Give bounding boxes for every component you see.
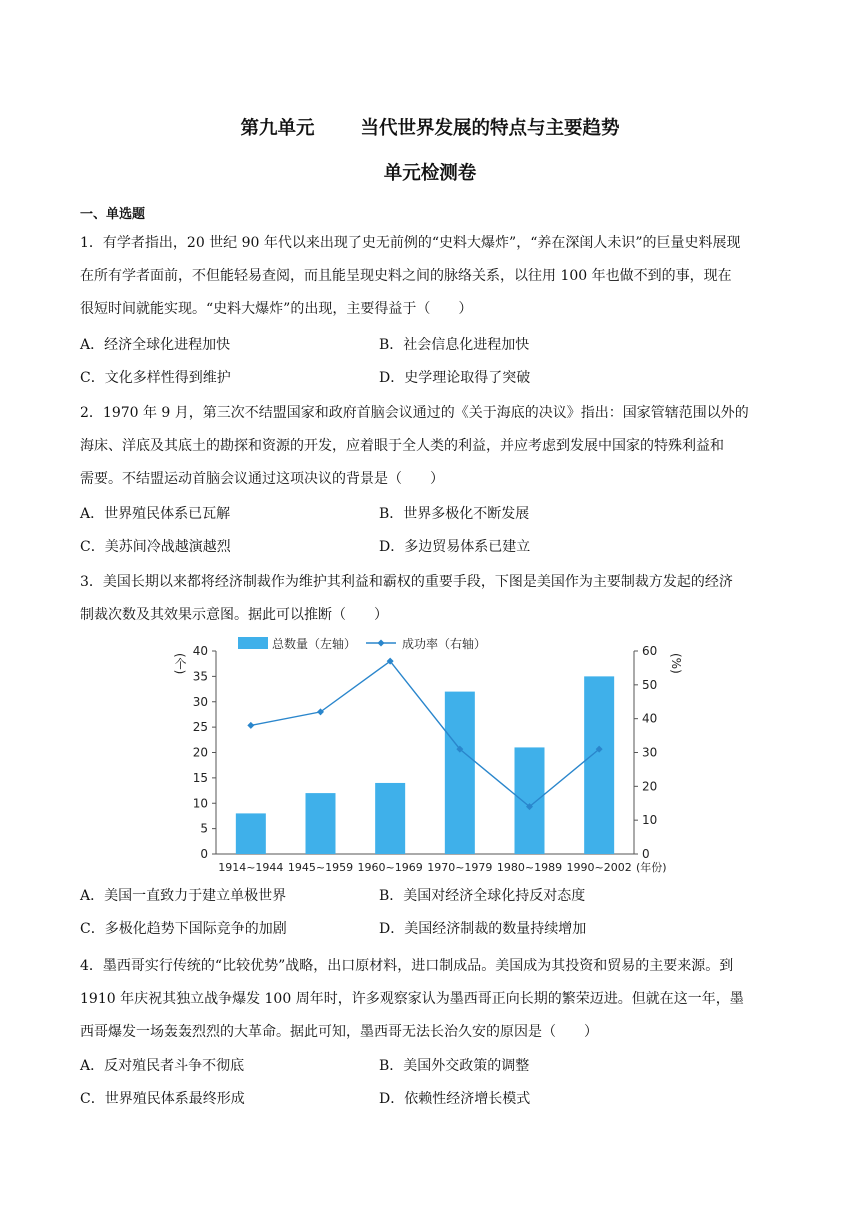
right-tick-label: 0 xyxy=(642,847,650,861)
q4-option-c[interactable]: C．世界殖民体系最终形成 xyxy=(80,1091,245,1107)
left-tick-label: 30 xyxy=(192,694,208,709)
sanctions-chart xyxy=(170,633,690,882)
q2-option-b[interactable]: B．世界多极化不断发展 xyxy=(379,506,530,522)
left-tick-label: 0 xyxy=(200,847,208,861)
q1-option-b[interactable]: B．社会信息化进程加快 xyxy=(379,337,530,353)
bar-1980~1989 xyxy=(515,747,545,854)
q2-option-d[interactable]: D．多边贸易体系已建立 xyxy=(379,539,531,555)
q1-option-c[interactable]: C．文化多样性得到维护 xyxy=(80,370,231,386)
q4-line-2: 1910 年庆祝其独立战争爆发 100 周年时，许多观察家认为墨西哥正向长期的繁荣迈进。但就在这一年，墨 xyxy=(80,991,744,1007)
q2-line-1: 2．1970 年 9 月，第三次不结盟国家和政府首脑会议通过的《关于海底的决议》指出：国家管辖范围以外的 xyxy=(80,405,749,421)
x-axis-unit: (年份) xyxy=(636,861,667,874)
unit-label: 第九单元 xyxy=(240,118,315,139)
x-tick-label: 1945~1959 xyxy=(287,861,354,874)
legend-line-marker xyxy=(378,640,385,647)
right-tick-label: 50 xyxy=(642,677,658,692)
q1-line-3: 很短时间就能实现。“史料大爆炸”的出现，主要得益于（ ） xyxy=(80,301,473,317)
bar-1945~1959 xyxy=(306,793,336,854)
q2-option-a[interactable]: A．世界殖民体系已瓦解 xyxy=(80,506,231,522)
page-title xyxy=(0,114,860,140)
chart-svg xyxy=(170,633,690,878)
bar-1914~1944 xyxy=(236,813,266,854)
x-tick-label: 1914~1944 xyxy=(218,861,284,874)
success-rate-point xyxy=(247,722,254,729)
right-axis-unit: (%) xyxy=(669,653,683,674)
q4-line-1: 4．墨西哥实行传统的“比较优势”战略，出口原材料，进口制成品。美国成为其投资和贸易的主要来源。到 xyxy=(80,958,734,974)
success-rate-line xyxy=(251,661,599,806)
q4-option-d[interactable]: D．依赖性经济增长模式 xyxy=(379,1091,531,1107)
right-tick-label: 20 xyxy=(642,779,658,794)
q1-line-1: 1．有学者指出，20 世纪 90 年代以来出现了史无前例的“史料大爆炸”，“养在深闺人未识”的巨量史料展现 xyxy=(80,235,741,251)
left-tick-label: 40 xyxy=(192,644,208,658)
q2-line-2: 海床、洋底及其底土的勘探和资源的开发，应着眼于全人类的利益，并应考虑到发展中国家的特殊利益和 xyxy=(80,438,724,454)
left-axis-unit: (个) xyxy=(173,653,187,675)
bar-1970~1979 xyxy=(445,692,475,854)
x-tick-label: 1980~1989 xyxy=(496,861,563,874)
q3-option-d[interactable]: D．美国经济制裁的数量持续增加 xyxy=(379,921,587,937)
right-tick-label: 40 xyxy=(642,711,658,726)
legend-bar-swatch xyxy=(238,637,268,649)
legend-line-label: 成功率（右轴） xyxy=(402,637,487,651)
q3-option-c[interactable]: C．多极化趋势下国际竞争的加剧 xyxy=(80,921,287,937)
q2-option-c[interactable]: C．美苏间冷战越演越烈 xyxy=(80,539,231,555)
q4-line-3: 西哥爆发一场轰轰烈烈的大革命。据此可知，墨西哥无法长治久安的原因是（ ） xyxy=(80,1024,598,1040)
section-heading: 一、单选题 xyxy=(80,207,146,222)
q3-option-a[interactable]: A．美国一直致力于建立单极世界 xyxy=(80,888,287,904)
q3-line-1: 3．美国长期以来都将经济制裁作为维护其利益和霸权的重要手段，下图是美国作为主要制裁方发起的经济 xyxy=(80,574,733,590)
q1-option-d[interactable]: D．史学理论取得了突破 xyxy=(379,370,531,386)
x-tick-label: 1960~1969 xyxy=(357,861,423,874)
left-tick-label: 15 xyxy=(192,770,208,785)
q3-option-b[interactable]: B．美国对经济全球化持反对态度 xyxy=(379,888,586,904)
q1-option-a[interactable]: A．经济全球化进程加快 xyxy=(80,337,231,353)
unit-title: 当代世界发展的特点与主要趋势 xyxy=(360,118,620,139)
x-tick-label: 1990~2002 xyxy=(566,861,632,874)
left-tick-label: 5 xyxy=(200,821,208,836)
left-tick-label: 20 xyxy=(192,745,208,760)
q1-line-2: 在所有学者面前，不但能轻易查阅，而且能呈现史料之间的脉络关系，以往用 100 年也做不到的事，现在 xyxy=(80,268,732,284)
right-tick-label: 10 xyxy=(642,813,658,828)
left-tick-label: 35 xyxy=(192,669,208,684)
bar-1990~2002 xyxy=(584,676,614,854)
q3-line-2: 制裁次数及其效果示意图。据此可以推断（ ） xyxy=(80,607,388,623)
right-tick-label: 30 xyxy=(642,745,658,760)
right-tick-label: 60 xyxy=(642,644,658,658)
page-subtitle: 单元检测卷 xyxy=(383,163,477,184)
q2-line-3: 需要。不结盟运动首脑会议通过这项决议的背景是（ ） xyxy=(80,471,444,487)
left-tick-label: 25 xyxy=(192,720,208,735)
bar-1960~1969 xyxy=(375,783,405,854)
legend-bar-label: 总数量（左轴） xyxy=(272,637,357,651)
q4-option-a[interactable]: A．反对殖民者斗争不彻底 xyxy=(80,1058,245,1074)
x-tick-label: 1970~1979 xyxy=(427,861,493,874)
left-tick-label: 10 xyxy=(192,796,208,811)
q4-option-b[interactable]: B．美国外交政策的调整 xyxy=(379,1058,530,1074)
